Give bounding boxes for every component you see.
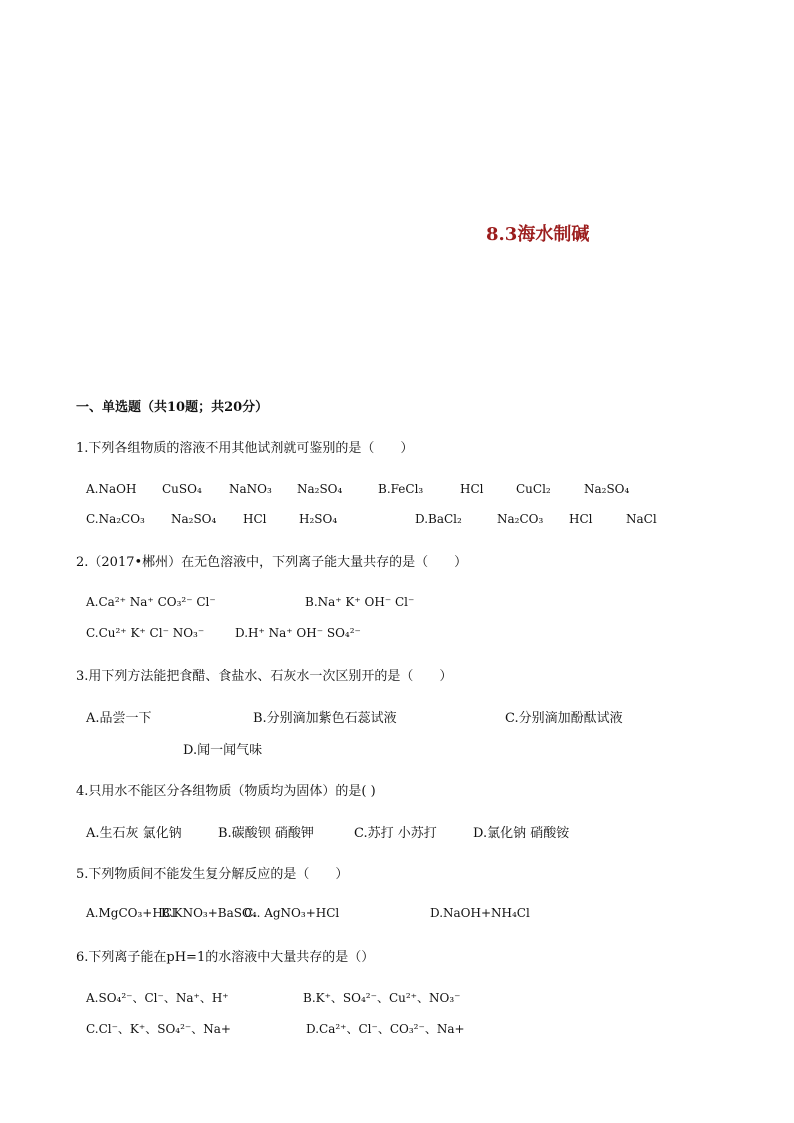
q1-option-a-item: NaNO₃ [229,482,272,496]
q4-option-d: D.氯化钠 硝酸铵 [473,826,570,841]
q6-option-c: C.Cl⁻、K⁺、SO₄²⁻、Na+ [86,1022,231,1036]
q1-option-b-label: B.FeCl₃ [378,482,424,496]
q4-option-a: A.生石灰 氯化钠 [86,826,182,841]
q3-option-a: A.品尝一下 [86,711,152,726]
q1-option-b-item: CuCl₂ [516,482,551,496]
q5-option-a: A.MgCO₃+HCl [86,906,176,920]
q6-option-a: A.SO₄²⁻、Cl⁻、Na⁺、H⁺ [86,991,229,1005]
section-heading: 一、单选题（共10题；共20分） [76,400,269,415]
question-1-stem: 1.下列各组物质的溶液不用其他试剂就可鉴别的是（ ） [76,441,414,456]
q4-option-c: C.苏打 小苏打 [354,826,437,841]
q1-option-a-label: A.NaOH [86,482,137,496]
q3-option-d: D.闻一闻气味 [183,743,263,758]
q1-option-b-item: Na₂SO₄ [584,482,630,496]
q1-option-c-item: HCl [243,512,267,526]
q5-option-d: D.NaOH+NH₄Cl [430,906,530,920]
question-6-stem: 6.下列离子能在pH=1的水溶液中大量共存的是（） [76,950,375,965]
q6-option-d: D.Ca²⁺、Cl⁻、CO₃²⁻、Na+ [306,1022,465,1036]
question-2-stem: 2.（2017•郴州）在无色溶液中，下列离子能大量共存的是（ ） [76,555,468,570]
q1-option-c-item: H₂SO₄ [299,512,338,526]
q1-option-c-item: Na₂SO₄ [171,512,217,526]
page-title: 8.3海水制碱 [486,224,590,245]
q2-option-b: B.Na⁺ K⁺ OH⁻ Cl⁻ [305,595,415,609]
q2-option-d: D.H⁺ Na⁺ OH⁻ SO₄²⁻ [235,626,361,640]
q6-option-b: B.K⁺、SO₄²⁻、Cu²⁺、NO₃⁻ [303,991,461,1005]
q1-option-d-item: HCl [569,512,593,526]
q2-option-a: A.Ca²⁺ Na⁺ CO₃²⁻ Cl⁻ [86,595,216,609]
q1-option-b-item: HCl [460,482,484,496]
q3-option-c: C.分别滴加酚酞试液 [505,711,623,726]
q1-option-d-item: Na₂CO₃ [497,512,544,526]
q1-option-d-label: D.BaCl₂ [415,512,462,526]
question-5-stem: 5.下列物质间不能发生复分解反应的是（ ） [76,867,349,882]
q1-option-d-item: NaCl [626,512,657,526]
q1-option-a-item: CuSO₄ [162,482,202,496]
q1-option-a-item: Na₂SO₄ [297,482,343,496]
q4-option-b: B.碳酸钡 硝酸钾 [218,826,314,841]
q1-option-c-label: C.Na₂CO₃ [86,512,145,526]
q5-option-c: C.. AgNO₃+HCl [244,906,340,920]
question-4-stem: 4.只用水不能区分各组物质（物质均为固体）的是( ) [76,784,376,799]
q2-option-c: C.Cu²⁺ K⁺ Cl⁻ NO₃⁻ [86,626,205,640]
q5-option-b: B.KNO₃+BaSO₄ [161,906,257,920]
question-3-stem: 3.用下列方法能把食醋、食盐水、石灰水一次区别开的是（ ） [76,669,453,684]
q3-option-b: B.分别滴加紫色石蕊试液 [253,711,397,726]
